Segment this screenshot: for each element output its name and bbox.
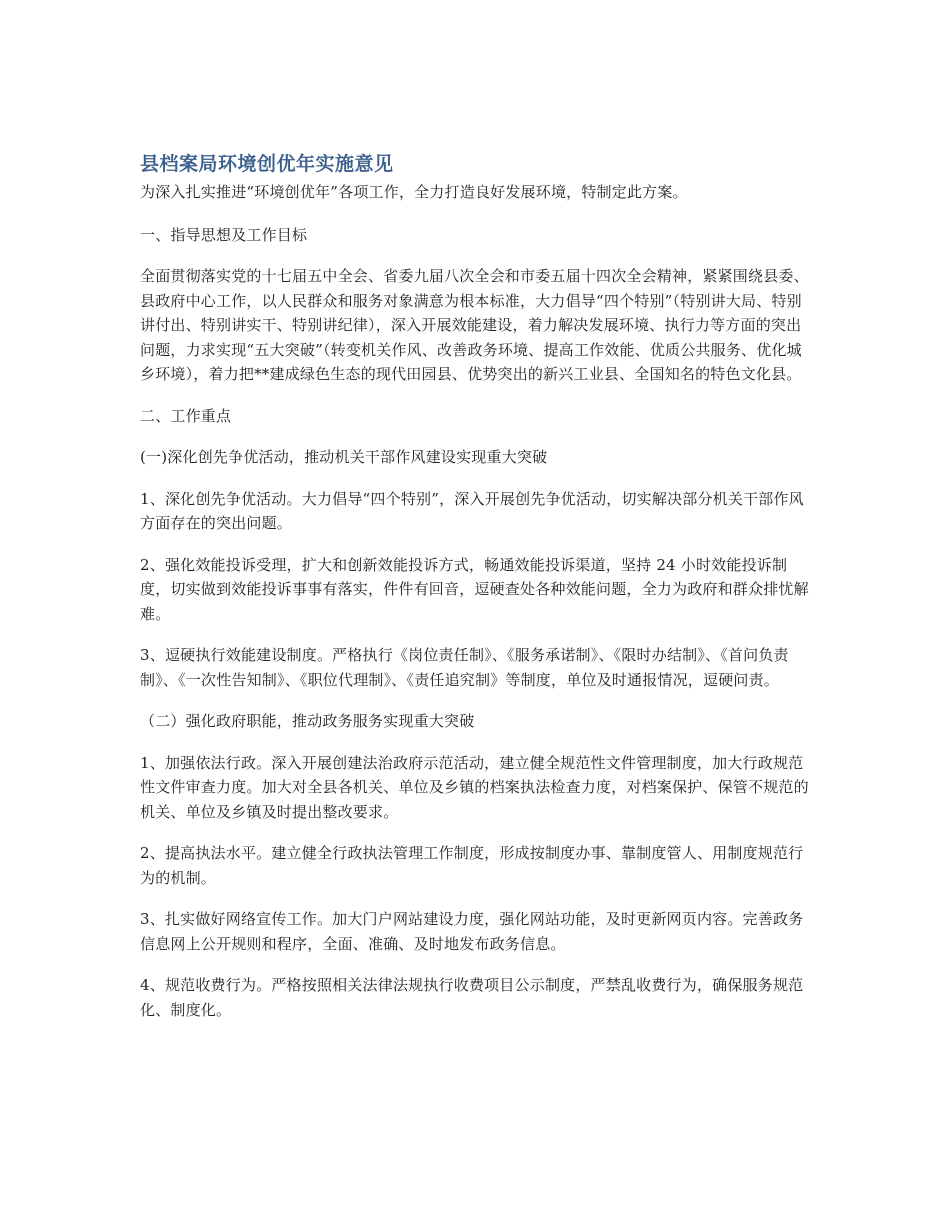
- list-item: 3、扎实做好网络宣传工作。加大门户网站建设力度，强化网站功能，及时更新网页内容。完善政务信息网上公开规则和程序，全面、准确、及时地发布政务信息。: [140, 910, 804, 953]
- subsection-heading-2: （二）强化政府职能，推动政务服务实现重大突破: [140, 712, 475, 730]
- list-item: 2、强化效能投诉受理，扩大和创新效能投诉方式，畅通效能投诉渠道，坚持 24 小时效能投诉制度，切实做到效能投诉事事有落实，件件有回音，逗硬查处各种效能问题，全力为政府和群众排忧解难。: [140, 555, 809, 623]
- list-item: 1、加强依法行政。深入开展创建法治政府示范活动，建立健全规范性文件管理制度，加大行政规范性文件审查力度。加大对全县各机关、单位及乡镇的档案执法检查力度，对档案保护、保管不规范的机关、单位及乡镇及时提出整改要求。: [140, 753, 809, 821]
- list-item: 2、提高执法水平。建立健全行政执法管理工作制度，形成按制度办事、靠制度管人、用制度规范行为的机制。: [140, 844, 804, 887]
- intro-paragraph: 为深入扎实推进“环境创优年”各项工作，全力打造良好发展环境，特制定此方案。: [140, 183, 688, 201]
- section-heading-guiding-ideology: 一、指导思想及工作目标: [140, 225, 308, 244]
- subsection-heading-1: (一)深化创先争优活动，推动机关干部作风建设实现重大突破: [140, 448, 548, 466]
- document-title: 县档案局环境创优年实施意见: [140, 153, 394, 175]
- list-item: 3、逗硬执行效能建设制度。严格执行《岗位责任制》、《服务承诺制》、《限时办结制》、《首问负责制》、《一次性告知制》、《职位代理制》、《责任追究制》等制度，单位及时通报情况，逗硬问责。: [140, 646, 789, 689]
- list-item: 1、深化创先争优活动。大力倡导“四个特别”，深入开展创先争优活动，切实解决部分机关干部作风方面存在的突出问题。: [140, 489, 804, 532]
- section-heading-work-focus: 二、工作重点: [140, 406, 232, 425]
- section-body-guiding-ideology: 全面贯彻落实党的十七届五中全会、省委九届八次全会和市委五届十四次全会精神，紧紧围绕县委、县政府中心工作，以人民群众和服务对象满意为根本标准，大力倡导“四个特别”（特别讲大局、特别讲付出、特别讲实干、特别讲纪律），深入开展效能建设，着力解决发展环境、执行力等方面的突出问题，力求实现“五大突破”（转变机关作风、改善政务环境、提高工作效能、优质公共服务、优化城乡环境），着力把**建成绿色生态的现代田园县、优势突出的新兴工业县、全国知名的特色文化县。: [140, 267, 809, 383]
- document-page: [140, 150, 812, 1039]
- list-item: 4、规范收费行为。严格按照相关法律法规执行收费项目公示制度，严禁乱收费行为，确保服务规范化、制度化。: [140, 976, 804, 1019]
